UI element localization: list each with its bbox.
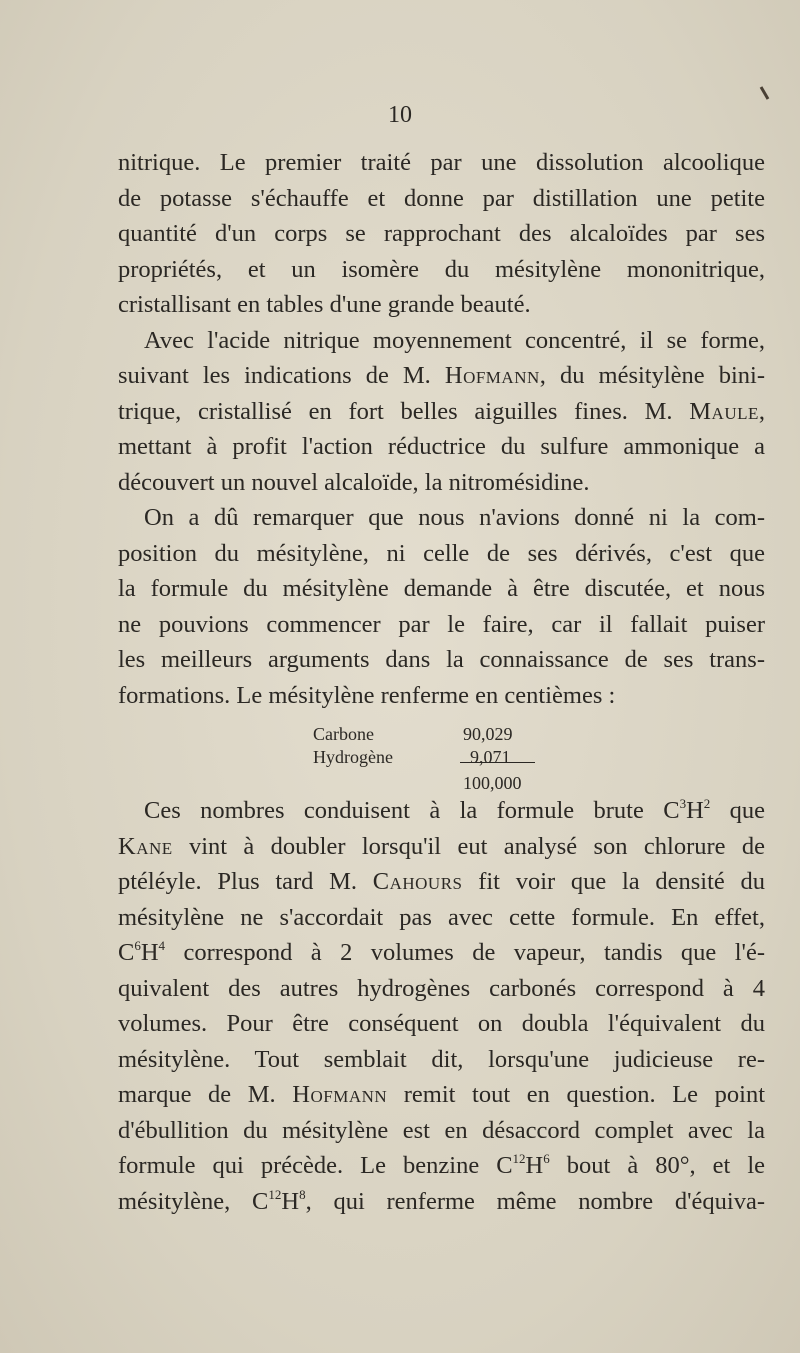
text-line: $C^6H^4$ correspond à 2 volumes de vapeur, tandis que l'é- — [118, 938, 765, 966]
text-line: la formule du mésitylène demande à être discutée, et nous — [118, 575, 765, 602]
text-line: mésitylène, $C^{12}H^8$, qui renferme même nombre d'équiva- — [118, 1186, 765, 1215]
text-line: cristallisant en tables d'une grande beauté. — [118, 291, 531, 318]
element-label: Carbone — [313, 724, 374, 744]
text-line: On a dû remarquer que nous n'avions donné ni la com- — [144, 504, 765, 531]
composition-row-total — [118, 766, 765, 793]
text-line: ne pouvions commencer par le faire, car il fallait puiser — [118, 610, 765, 638]
page-number: 10 — [388, 102, 412, 128]
text-line: ptéléyle. Plus tard M. Cahours fit voir que la densité du — [118, 868, 765, 895]
author-name: Maule — [689, 397, 759, 425]
text-line: position du mésitylène, ni celle de ses dérivés, c'est que — [118, 539, 765, 567]
text-line: mésitylène. Tout semblait dit, lorsqu'une judicieuse re- — [118, 1045, 765, 1073]
author-name: Kane — [118, 832, 173, 860]
text-line: mettant à profit l'action réductrice du sulfure ammonique a — [118, 433, 765, 460]
text-line: Ces nombres conduisent à la formule brute $C^3H^2$ que — [144, 796, 765, 824]
text-line: de potasse s'échauffe et donne par distillation une petite — [118, 184, 765, 212]
text-line: Avec l'acide nitrique moyennement concentré, il se forme, — [144, 326, 765, 354]
sum-rule — [460, 762, 535, 763]
text-line: d'ébullition du mésitylène est en désaccord complet avec la — [118, 1116, 765, 1144]
author-name: Hofmann — [444, 362, 540, 389]
element-label: Hydrogène — [313, 747, 393, 767]
text-line: volumes. Pour être conséquent on doubla l'équivalent du — [118, 1010, 765, 1037]
text-line: marque de M. Hofmann remit tout en question. Le point — [118, 1081, 766, 1108]
page-body — [118, 145, 765, 1219]
author-name: Hofmann — [292, 1081, 388, 1108]
author-name: Cahours — [372, 868, 463, 895]
text-line: nitrique. Le premier traité par une dissolution alcoolique — [118, 149, 765, 176]
text-line: les meilleurs arguments dans la connaissance de ses trans- — [118, 646, 765, 673]
total-value: 100,000 — [463, 773, 522, 793]
ink-speck — [760, 86, 770, 100]
text-line: Kane vint à doubler lorsqu'il eut analysé son chlorure de — [118, 832, 765, 860]
text-line: mésitylène ne s'accordait pas avec cette formule. En effet, — [118, 903, 765, 931]
text-line: découvert un nouvel alcaloïde, la nitromésidine. — [118, 468, 590, 496]
text-line: formations. Le mésitylène renferme en centièmes : — [118, 681, 616, 709]
text-line: quantité d'un corps se rapprochant des alcaloïdes par ses — [118, 220, 765, 247]
element-value: 9,071 — [470, 747, 511, 767]
text-line: propriétés, et un isomère du mésitylène mononitrique, — [118, 255, 765, 283]
text-line: suivant les indications de M. Hofmann, du mésitylène bini- — [118, 362, 765, 389]
composition-row-carbon — [118, 717, 765, 744]
text-line: trique, cristallisé en fort belles aiguilles fines. M. Maule, — [118, 397, 765, 425]
text-line: quivalent des autres hydrogènes carbonés correspond à 4 — [118, 974, 765, 1002]
composition-table — [118, 713, 765, 793]
element-value: 90,029 — [463, 724, 513, 744]
text-line: formule qui précède. Le benzine $C^{12}H^6$ bout à 80°, et le — [118, 1151, 765, 1179]
composition-row-hydrogen — [118, 740, 765, 767]
